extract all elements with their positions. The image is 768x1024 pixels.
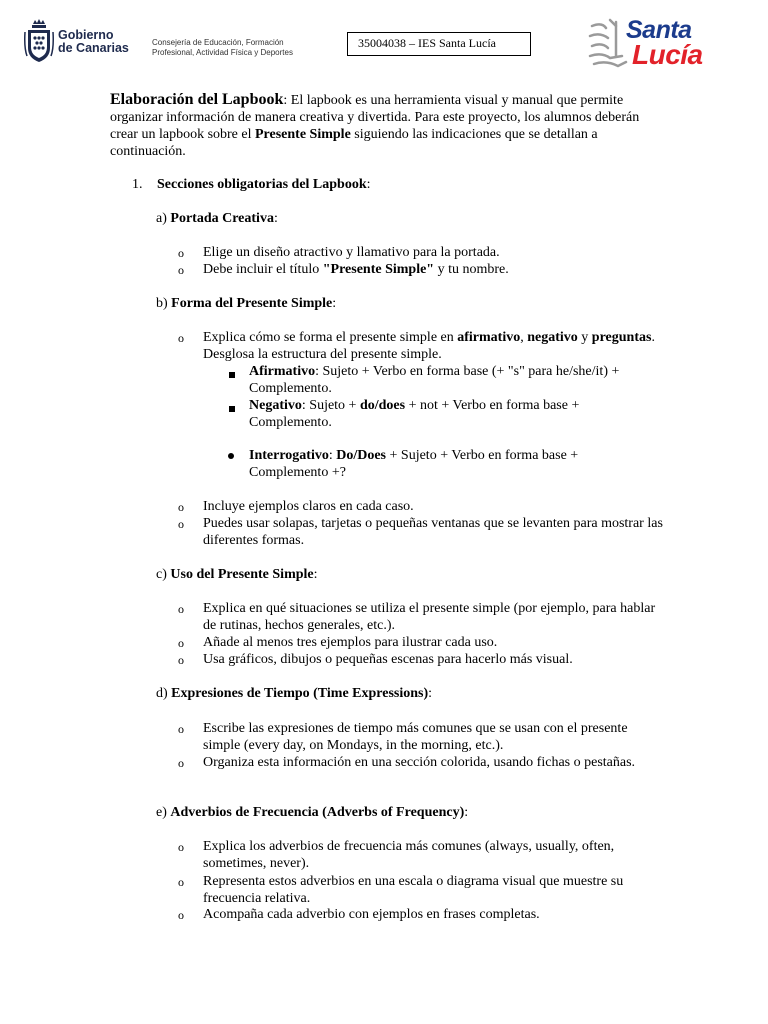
gobierno-name	[58, 29, 129, 55]
bullet-o-icon: o	[178, 500, 184, 514]
section-colon: :	[366, 177, 371, 192]
subsection-d-heading	[156, 686, 432, 702]
item-text: ,	[520, 330, 528, 345]
item-text: : Sujeto + Verbo en forma base (+ "s" para he/she/it) + Complemento.	[249, 364, 620, 396]
bullet-o-icon: o	[178, 246, 184, 260]
sub-a-prefix: a)	[156, 211, 171, 226]
school-building-icon	[586, 16, 630, 74]
intro-paragraph	[110, 91, 660, 160]
sub-d-prefix: d)	[156, 686, 172, 701]
gobierno-line-2: de Canarias	[58, 41, 129, 55]
list-item-afirmativo	[249, 363, 659, 397]
title-colon: :	[283, 93, 288, 108]
sub-b-label: Forma del Presente Simple	[171, 296, 333, 311]
item-bold: "Presente Simple"	[322, 262, 435, 277]
gobierno-canarias-logo	[24, 18, 129, 66]
intro-text-b: siguiendo las indicaciones que se detallan a continuación.	[110, 127, 598, 159]
school-code-box: 35004038 – IES Santa Lucía	[347, 32, 531, 56]
sub-c-prefix: c)	[156, 567, 171, 582]
sub-d-colon: :	[428, 686, 433, 701]
item-text: :	[328, 448, 337, 463]
bullet-o-icon: o	[178, 602, 184, 616]
list-item: Representa estos adverbios en una escala o diagrama visual que muestre su frecuencia relativa.	[203, 874, 624, 906]
document-title: Elaboración del Lapbook	[110, 91, 284, 108]
item-bold: do/does	[359, 398, 406, 413]
item-text: y tu nombre.	[434, 262, 509, 277]
item-bold: preguntas	[591, 330, 652, 345]
subsection-e-heading	[156, 805, 468, 821]
sub-c-label: Uso del Presente Simple	[170, 567, 314, 582]
consejeria-line-1: Consejería de Educación, Formación	[152, 38, 284, 47]
sub-c-colon: :	[313, 567, 318, 582]
list-item: Acompaña cada adverbio con ejemplos en frases completas.	[203, 907, 540, 922]
square-bullet-icon	[229, 372, 235, 378]
round-bullet-icon	[228, 453, 234, 459]
item-bold: Afirmativo	[249, 364, 316, 379]
item-text: : Sujeto +	[301, 398, 360, 413]
logo-text-lucia: Lucía	[632, 39, 703, 70]
bullet-o-icon: o	[178, 875, 184, 889]
intro-bold-topic: Presente Simple	[255, 127, 351, 142]
sub-e-label: Adverbios de Frecuencia (Adverbs of Frequency)	[170, 805, 465, 820]
gobierno-line-1: Gobierno	[58, 28, 114, 42]
item-bold: Do/Does	[336, 448, 387, 463]
list-item-negativo	[249, 397, 659, 431]
item-bold: negativo	[527, 330, 578, 345]
bullet-o-icon: o	[178, 653, 184, 667]
bullet-o-icon: o	[178, 263, 184, 277]
list-item: Elige un diseño atractivo y llamativo para la portada.	[203, 245, 500, 260]
square-bullet-icon	[229, 406, 235, 412]
list-item: Puedes usar solapas, tarjetas o pequeñas ventanas que se levanten para mostrar las diferentes formas.	[203, 516, 663, 548]
item-bold: Negativo	[249, 398, 302, 413]
list-item: Explica en qué situaciones se utiliza el presente simple (por ejemplo, para hablar de rutinas, hechos generales, etc.).	[203, 601, 656, 633]
bullet-o-icon: o	[178, 517, 184, 531]
bullet-o-icon: o	[178, 840, 184, 854]
item-text: Debe incluir el título	[203, 262, 323, 277]
item-text: . Desglosa la estructura del presente simple.	[203, 330, 655, 362]
list-item: Organiza esta información en una sección colorida, usando fichas o pestañas.	[203, 755, 636, 770]
santa-lucia-logo	[586, 16, 716, 74]
item-bold: Interrogativo	[249, 448, 329, 463]
list-item: Usa gráficos, dibujos o pequeñas escenas para hacerlo más visual.	[203, 652, 573, 667]
consejeria-name	[152, 38, 312, 57]
item-text: + Sujeto + Verbo en forma base + Complemento +?	[249, 448, 579, 480]
list-item: Explica los adverbios de frecuencia más comunes (always, usually, often, sometimes, never).	[203, 839, 615, 871]
section-label: Secciones obligatorias del Lapbook	[157, 177, 367, 192]
list-item: Añade al menos tres ejemplos para ilustrar cada uso.	[203, 635, 498, 650]
bullet-o-icon: o	[178, 722, 184, 736]
section-number: 1.	[132, 177, 143, 192]
subsection-b-heading	[156, 296, 336, 312]
item-bold: afirmativo	[457, 330, 521, 345]
subsection-a-heading	[156, 211, 278, 227]
bullet-o-icon: o	[178, 636, 184, 650]
sub-a-label: Portada Creativa	[170, 211, 274, 226]
sub-a-colon: :	[273, 211, 278, 226]
bullet-o-icon: o	[178, 756, 184, 770]
sub-b-colon: :	[332, 296, 337, 311]
bullet-o-icon: o	[178, 331, 184, 345]
list-item	[203, 329, 665, 363]
subsection-c-heading	[156, 567, 318, 583]
item-text: + not + Verbo en forma base + Complemento.	[249, 398, 580, 430]
consejeria-line-2: Profesional, Actividad Física y Deportes	[152, 47, 293, 57]
coat-of-arms-icon	[24, 18, 54, 66]
bullet-o-icon: o	[178, 908, 184, 922]
list-item: Escribe las expresiones de tiempo más comunes que se usan con el presente simple (every day, on Mondays, in the morning, etc.).	[203, 721, 628, 753]
sub-e-prefix: e)	[156, 805, 171, 820]
sub-e-colon: :	[464, 805, 469, 820]
logo-text-santa: Santa	[626, 16, 692, 44]
intro-text-a: El lapbook es una herramienta visual y manual que permite organizar información de manera creativa y divertida. Para este proyecto, los alumnos deberán crear un lapbook sobre el	[110, 93, 640, 142]
sub-b-prefix: b)	[156, 296, 172, 311]
list-item	[203, 261, 665, 278]
list-item: Incluye ejemplos claros en cada caso.	[203, 499, 414, 514]
item-text: Explica cómo se forma el presente simple en	[203, 330, 458, 345]
sub-d-label: Expresiones de Tiempo (Time Expressions)	[171, 686, 429, 701]
list-item-interrogativo	[249, 447, 659, 481]
item-text: y	[577, 330, 592, 345]
